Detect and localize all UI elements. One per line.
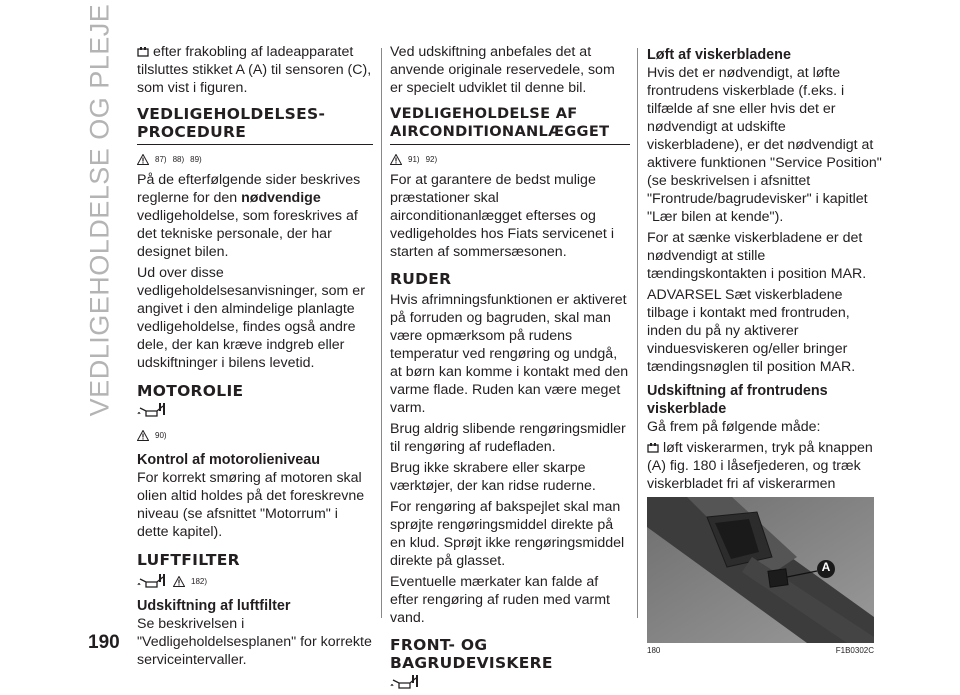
warning-triangle-icon [390,154,402,165]
paragraph: Ved udskiftning anbefales det at anvende originale reservedele, som er specielt udviklet til denne bil. [390,44,615,96]
section-heading-front-bagrudeviskere: FRONT- OG BAGRUDEVISKERE [390,636,553,672]
warning-references: 90) [137,425,373,445]
warning-triangle-icon [137,430,149,441]
column-2 [390,43,630,695]
oil-can-icon [390,674,420,690]
page-number: 190 [88,632,120,653]
paragraph: For rengøring af bakspejlet skal man sprøjte rengøringsmiddel direkte på en klud. Sprøjt ikke rengøringsmiddel direkte på glasset. [390,499,625,569]
paragraph: løft viskerarmen, tryk på knappen (A) fig. 180 i låsefjederen, og træk viskerbladet fri af viskerarmen [647,440,873,492]
subheading-udskiftning-luftfilter: Udskiftning af luftfilter [137,598,291,614]
section-heading-procedure: VEDLIGEHOLDELSES-PROCEDURE [137,105,373,145]
paragraph: Ud over disse vedligeholdelsesanvisninger, som er angivet i den almindelige planlagte vedligeholdelse, findes også andre dele, der kan kræve indgreb eller udskiftninger i bilens levetid. [137,265,365,371]
section-heading-motorolie: MOTOROLIE [137,382,244,400]
wiper-arm-illustration [647,497,874,643]
side-section-title [80,3,120,417]
wiper-arm-figure [647,497,874,643]
column-3 [647,43,885,655]
paragraph: På de efterfølgende sider beskrives reglerne for den nødvendige vedligeholdelse, som foreskrives af det tekniske personale, der har designet bilen. [137,172,361,260]
paragraph: Hvis afrimningsfunktionen er aktiveret på forruden og bagruden, skal man være opmærksom på rudens temperatur ved rengøring og undgå, at børn kan komme i kontakt med den varme flade. Ruden kan være meget varm. [390,292,629,416]
side-title-text: VEDLIGEHOLDELSE OG PLEJE [84,3,115,417]
warning-triangle-icon [173,576,185,587]
paragraph: For korrekt smøring af motoren skal olien altid holdes på det foreskrevne niveau (se afsnittet "Motorrum" i dette kapitel). [137,470,365,540]
bullet-square-icon [647,440,659,450]
figure-caption [647,646,874,655]
paragraph: Gå frem på følgende måde: [647,419,821,435]
figure-code: F1B0302C [835,646,874,655]
paragraph: efter frakobling af ladeapparatet tilsluttes stikket A (A) til sensoren (C), som vist i figuren. [137,44,372,96]
subheading-kontrol: Kontrol af motorolieniveau [137,452,321,468]
paragraph: Hvis det er nødvendigt, at løfte frontrudens viskerblade (f.eks. i tilfælde af sne eller hvis det er nødvendigt at udskifte viskerbladene), er det nødvendigt at aktivere funktionen "Service Position" (se beskrivelsen i afsnittet "Frontrude/bagrudevisker" i kapitlet "Lær bilen at kende"). [647,65,882,225]
oil-can-icon [137,573,167,589]
column-divider [381,48,382,618]
callout-label-a: A [821,560,831,574]
warning-references: 87) 88) 89) [137,149,373,169]
paragraph: Brug ikke skrabere eller skarpe værktøjer, der kan ridse ruderne. [390,460,596,494]
figure-number: 180 [647,646,661,655]
subheading-loeft-viskerblade: Løft af viskerbladene [647,47,791,63]
oil-can-icon [137,402,167,418]
paragraph: For at garantere de bedst mulige præstationer skal airconditionanlægget efterses og vedligeholdes hos Fiats servicenet i starten af sommersæsonen. [390,172,614,260]
section-heading-ruder: RUDER [390,270,452,288]
warning-triangle-icon [137,154,149,165]
paragraph: For at sænke viskerbladene er det nødvendigt at stille tændingskontakten i position MAR. [647,230,867,282]
subheading-udskiftning-viskerblade: Udskiftning af frontrudens viskerblade [647,383,828,417]
paragraph: ADVARSEL Sæt viskerbladene tilbage i kontakt med frontruden, inden du på ny aktiverer vinduesviskeren og/eller bringer tændingsnøglen til position MAR. [647,287,856,375]
paragraph: Se beskrivelsen i "Vedligeholdelsesplanen" for korrekte serviceintervaller. [137,616,372,668]
section-heading-luftfilter: LUFTFILTER [137,551,240,569]
section-heading-aircon: VEDLIGEHOLDELSE AF AIRCONDITIONANLÆGGET [390,105,630,145]
column-divider [637,48,638,618]
paragraph: Brug aldrig slibende rengøringsmidler til rengøring af rudefladen. [390,421,626,455]
bullet-square-icon [137,44,149,54]
warning-references: 182) [137,571,373,591]
column-1 [137,43,373,672]
warning-references: 91) 92) [390,149,630,169]
paragraph: Eventuelle mærkater kan falde af efter rengøring af ruden med varmt vand. [390,574,611,626]
